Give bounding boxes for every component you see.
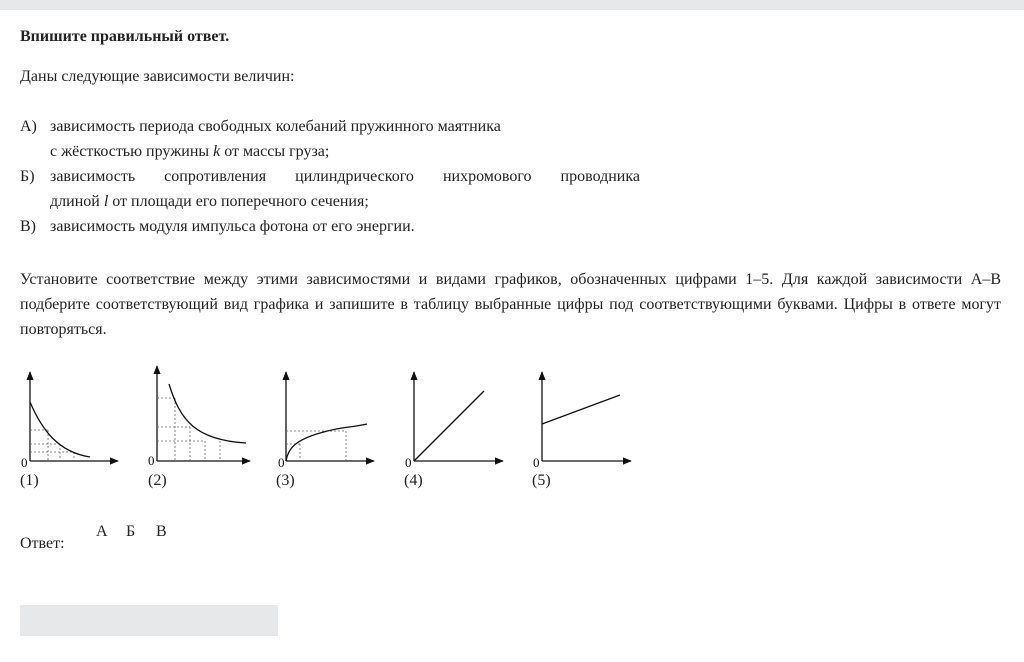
item-text: зависимость периода свободных колебаний пружинного маятника xyxy=(50,118,501,135)
origin-label: 0 xyxy=(278,455,285,470)
graphs-figure xyxy=(0,360,660,472)
graph-label: (4) xyxy=(404,472,423,489)
instruction-text: Установите соответствие между этими зависимостями и видами графиков, обозначенных цифрами 1–5. Для каждой зависимости А–В подберите соответствующий вид графика и запишите в таблицу выбранные цифры под соответствующими буквами. Цифры в ответе могут повторяться. xyxy=(20,271,1001,338)
graph-label: (2) xyxy=(148,472,167,489)
item-letter: А) xyxy=(20,118,37,135)
top-bar xyxy=(0,0,1024,10)
answer-column-b: Б xyxy=(126,523,136,540)
item-text: зависимость сопротивления цилиндрического нихромового проводника xyxy=(50,168,640,185)
item-letter: Б) xyxy=(20,168,35,185)
origin-label: 0 xyxy=(21,455,28,470)
graph-label: (1) xyxy=(20,472,39,489)
origin-label: 0 xyxy=(533,455,540,470)
graph-4 xyxy=(414,372,503,461)
task-title: Впишите правильный ответ. xyxy=(20,28,230,45)
graph-2 xyxy=(157,366,250,461)
item-text-continued: длиной l от площади его поперечного сечения; xyxy=(50,193,369,210)
item-text-continued: с жёсткостью пружины k от массы груза; xyxy=(50,143,330,160)
item-letter: В) xyxy=(20,218,36,235)
graph-label: (3) xyxy=(276,472,295,489)
answer-input[interactable] xyxy=(20,605,278,636)
origin-label: 0 xyxy=(148,453,155,468)
task-intro: Даны следующие зависимости величин: xyxy=(20,68,295,85)
graph-3 xyxy=(286,372,374,461)
graph-5 xyxy=(542,372,631,461)
origin-label: 0 xyxy=(405,455,412,470)
answer-column-a: А xyxy=(96,523,108,540)
graph-label: (5) xyxy=(532,472,551,489)
graph-1 xyxy=(30,372,118,461)
answer-column-v: В xyxy=(156,523,167,540)
answer-label: Ответ: xyxy=(20,535,65,552)
item-text: зависимость модуля импульса фотона от его энергии. xyxy=(50,218,415,235)
